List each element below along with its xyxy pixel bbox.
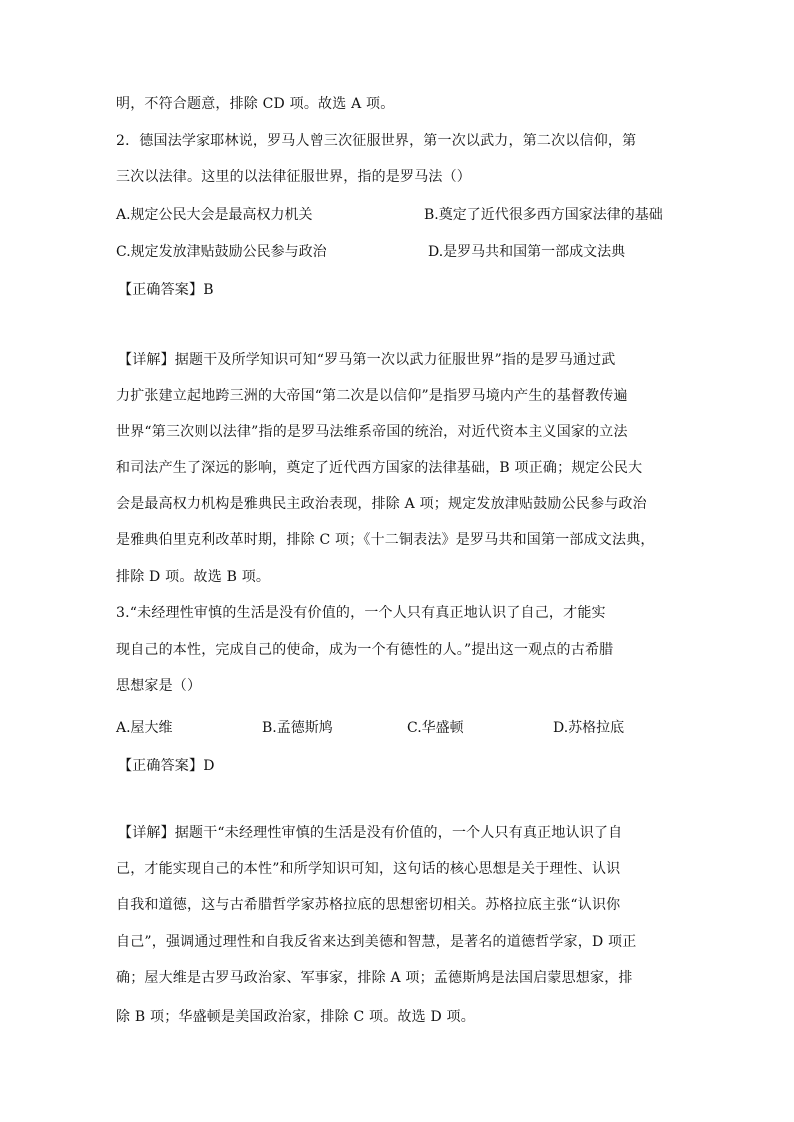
q2-detail-line: 会是最高权力机构是雅典民主政治表现，排除 A 项；规定发放津贴鼓励公民参与政治	[116, 496, 647, 512]
q3-detail-line: 【详解】据题干“未经理性审慎的生活是没有价值的，一个人只有真正地认识了自	[118, 825, 623, 841]
q2-option-c: C.规定发放津贴鼓励公民参与政治	[116, 244, 327, 260]
q3-stem-line-1: 3.“未经理性审慎的生活是没有价值的，一个人只有真正地认识了自己，才能实	[116, 605, 606, 621]
q3-option-a: A.屋大维	[116, 720, 173, 736]
q3-option-c: C.华盛顿	[407, 720, 464, 736]
q2-stem-line-1: 2．德国法学家耶林说，罗马人曾三次征服世界，第一次以武力，第二次以信仰，第	[116, 133, 637, 149]
q3-stem-line-2: 现自己的本性，完成自己的使命，成为一个有德性的人。”提出这一观点的古希腊	[116, 642, 614, 658]
q2-detail-line: 世界“第三次则以法律”指的是罗马法维系帝国的统治，对近代资本主义国家的立法	[116, 424, 628, 440]
q2-option-d: D.是罗马共和国第一部成文法典	[428, 244, 626, 260]
previous-detail-tail: 明，不符合题意，排除 CD 项。故选 A 项。	[116, 96, 395, 112]
q2-stem-line-2: 三次以法律。这里的以法律征服世界，指的是罗马法（）	[116, 169, 471, 185]
q2-detail-line: 排除 D 项。故选 B 项。	[116, 569, 271, 585]
q2-detail-line: 力扩张建立起地跨三洲的大帝国“第二次是以信仰”是指罗马境内产生的基督教传遍	[116, 388, 628, 404]
q2-detail-line: 【详解】据题干及所学知识可知“罗马第一次以武力征服世界”指的是罗马通过武	[118, 352, 616, 368]
q3-detail-line: 确；屋大维是古罗马政治家、军事家，排除 A 项；孟德斯鸠是法国启蒙思想家，排	[116, 970, 633, 986]
q3-detail-line: 自我和道德，这与古希腊哲学家苏格拉底的思想密切相关。苏格拉底主张“认识你	[116, 897, 621, 913]
q3-option-d: D.苏格拉底	[553, 720, 625, 736]
q3-detail-line: 除 B 项；华盛顿是美国政治家，排除 C 项。故选 D 项。	[116, 1009, 475, 1025]
q3-stem-line-3: 思想家是（）	[116, 678, 202, 694]
q3-option-b: B.孟德斯鸠	[262, 720, 333, 736]
q3-answer: 【正确答案】D	[118, 758, 215, 774]
q3-detail-line: 己，才能实现自己的本性”和所学知识可知，这句话的核心思想是关于理性、认识	[116, 861, 621, 877]
q2-detail-line: 是雅典伯里克利改革时期，排除 C 项；《十二铜表法》是罗马共和国第一部成文法典，	[116, 532, 655, 548]
q2-answer: 【正确答案】B	[118, 282, 214, 298]
q2-option-b: B.奠定了近代很多西方国家法律的基础	[424, 207, 663, 223]
q3-detail-line: 自己”，强调通过理性和自我反省来达到美德和智慧，是著名的道德哲学家，D 项正	[116, 934, 637, 950]
q2-detail-line: 和司法产生了深远的影响，奠定了近代西方国家的法律基础，B 项正确；规定公民大	[116, 460, 643, 476]
q2-option-a: A.规定公民大会是最高权力机关	[116, 207, 313, 223]
